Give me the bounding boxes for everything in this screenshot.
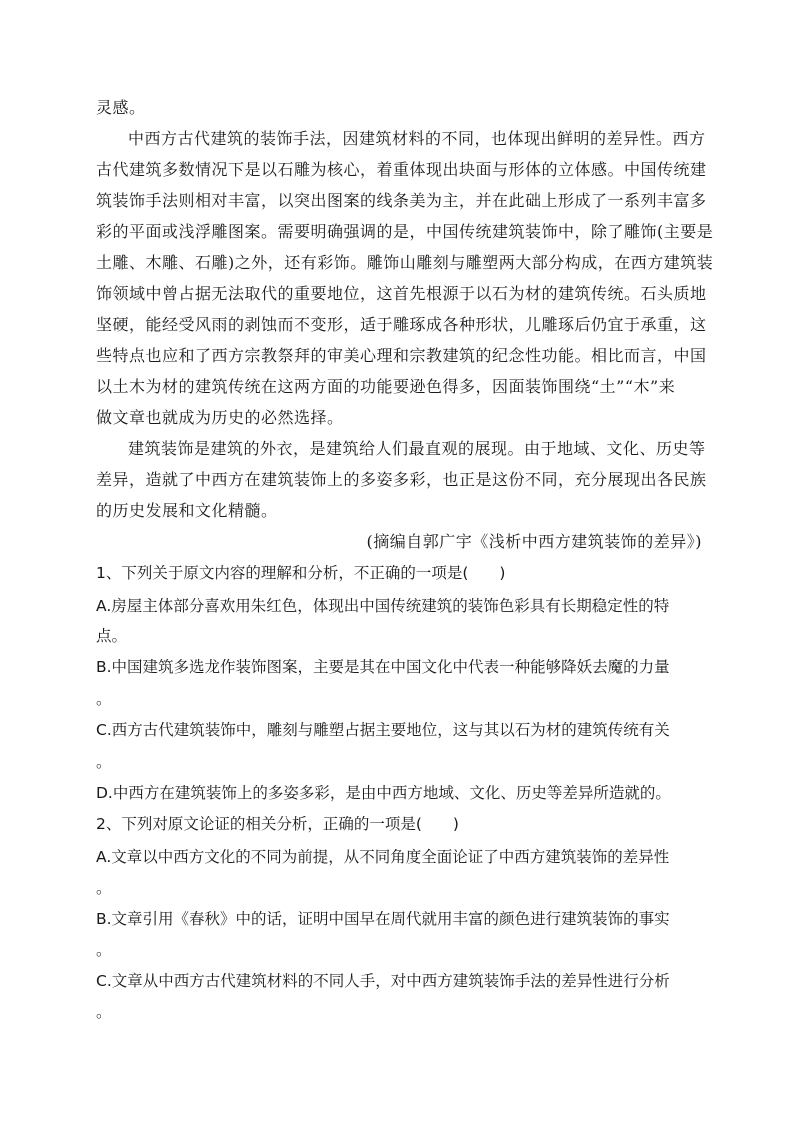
option-a[interactable]: A.房屋主体部分喜欢用朱红色，体现出中国传统建筑的装饰色彩具有长期稳定性的特 — [96, 597, 670, 615]
text-line: 做文章也就成为历史的必然选择。 — [96, 408, 344, 427]
option-b[interactable]: B.中国建筑多选龙作装饰图案，主要是其在中国文化中代表一种能够降妖去魔的力量 — [96, 658, 670, 676]
source-citation: (摘编自郭广宇《浅析中西方建筑装饰的差异》) — [366, 532, 702, 551]
option-a-continued: 点。 — [96, 627, 128, 645]
option-a[interactable]: A.文章以中西方文化的不同为前提，从不同角度全面论证了中西方建筑装饰的差异性 — [96, 848, 670, 866]
text-line: 以土木为材的建筑传统在这两方面的功能要逊色得多，因面装饰围绕“土”“木”来 — [96, 377, 676, 396]
text-line: 古代建筑多数情况下是以石雕为核心，着重体现出块面与形体的立体感。中国传统建 — [96, 160, 707, 179]
option-b[interactable]: B.文章引用《春秋》中的话，证明中国早在周代就用丰富的颜色进行建筑装饰的事实 — [96, 910, 670, 928]
text-line: 土雕、木雕、石雕)之外，还有彩饰。雕饰山雕刻与雕塑两大部分构成，在西方建筑装 — [96, 253, 714, 272]
option-b-continued: 。 — [96, 941, 112, 959]
option-c-continued: 。 — [96, 753, 112, 771]
text-line: 彩的平面或浅浮雕图案。需要明确强调的是，中国传统建筑装饰中，除了雕饰(主要是 — [96, 222, 714, 241]
text-line: 筑装饰手法则相对丰富，以突出图案的线条美为主，并在此础上形成了一系列丰富多 — [96, 191, 707, 210]
option-a-continued: 。 — [96, 879, 112, 897]
option-c[interactable]: C.西方古代建筑装饰中，雕刻与雕塑占据主要地位，这与其以石为材的建筑传统有关 — [96, 721, 670, 739]
text-line: 建筑装饰是建筑的外衣，是建筑给人们最直观的展现。由于地域、文化、历史等 — [128, 439, 706, 458]
question-stem: 1、下列关于原文内容的理解和分析，不正确的一项是( ) — [96, 564, 506, 582]
option-d[interactable]: D.中西方在建筑装饰上的多姿多彩，是由中西方地域、文化、历史等差异所造就的。 — [96, 784, 671, 802]
option-b-continued: 。 — [96, 690, 112, 708]
text-line: 的历史发展和文化精髓。 — [96, 501, 278, 520]
text-line: 中西方古代建筑的装饰手法，因建筑材料的不同，也体现出鲜明的差异性。西方 — [128, 129, 706, 148]
option-c-continued: 。 — [96, 1003, 112, 1021]
paragraph-tail: 灵感。 — [96, 98, 146, 117]
question-stem: 2、下列对原文论证的相关分析，正确的一项是( ) — [96, 815, 459, 833]
text-line: 饰领域中曾占据无法取代的重要地位，这首先根源于以石为材的建筑传统。石头质地 — [96, 284, 707, 303]
text-line: 些特点也应和了西方宗教祭拜的审美心理和宗教建筑的纪念性功能。相比而言，中国 — [96, 346, 707, 365]
text-line: 差异，造就了中西方在建筑装饰上的多姿多彩，也正是这份不同，充分展现出各民族 — [96, 470, 707, 489]
text-line: 坚硬，能经受风雨的剥蚀而不变形，适于雕琢成各种形状，儿雕琢后仍宜于承重，这 — [96, 315, 707, 334]
option-c[interactable]: C.文章从中西方古代建筑材料的不同人手，对中西方建筑装饰手法的差异性进行分析 — [96, 972, 670, 990]
